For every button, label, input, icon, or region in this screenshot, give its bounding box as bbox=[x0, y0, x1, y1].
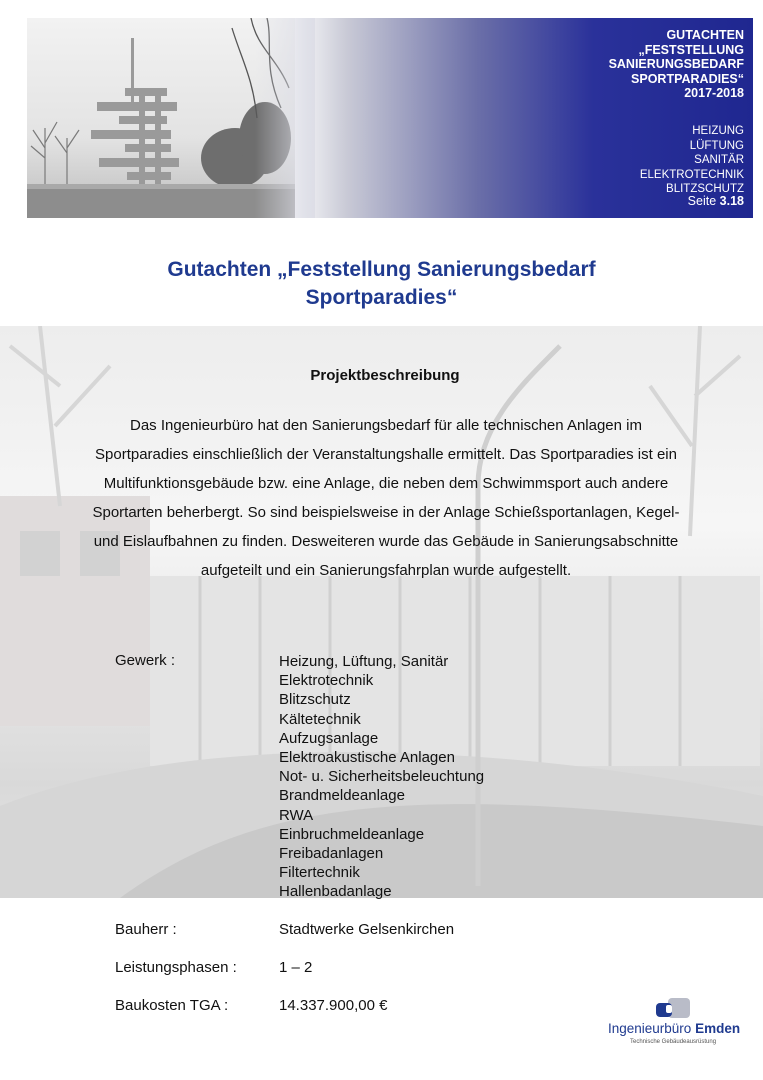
gewerk-list bbox=[279, 652, 484, 902]
project-description: Das Ingenieurbüro hat den Sanierungsbedarf für alle technischen Anlagen im Sportparadies einschließlich der Veranstaltungshalle ermittelt. Das Sportparadies ist ein Multifunktionsgebäude bzw. eine Anlage, die neben dem Schwimmsport auch andere Sportarten beherbergt. So sind beispielsweise in der Anlage Schießsportanlagen, Kegel- und Eislaufbahnen zu finden. Desweiteren wurde das Gebäude in Sanierungsabschnitte aufgeteilt und ein Sanierungsfahrplan wurde aufgestellt. bbox=[92, 417, 680, 579]
gewerk-item: Brandmeldeanlage bbox=[279, 787, 405, 805]
header-disciplines bbox=[640, 124, 744, 197]
header-title-line: „FESTSTELLUNG bbox=[638, 42, 744, 57]
gewerk-item: Elektroakustische Anlagen bbox=[279, 749, 455, 767]
header-title bbox=[609, 28, 744, 101]
header-title-line: GUTACHTEN bbox=[666, 28, 744, 42]
discipline-item: LÜFTUNG bbox=[689, 139, 744, 152]
discipline-item: SANITÄR bbox=[694, 154, 744, 166]
gewerk-item: Aufzugsanlage bbox=[279, 729, 379, 747]
gewerk-item: Not- u. Sicherheitsbeleuchtung bbox=[279, 768, 485, 786]
gewerk-item: Blitzschutz bbox=[279, 691, 351, 709]
gewerk-item: Filtertechnik bbox=[279, 864, 360, 882]
logo-name-bold: Emden bbox=[695, 1021, 741, 1036]
document-title-line: Sportparadies“ bbox=[305, 286, 458, 309]
logo-mark-icon bbox=[656, 998, 692, 1020]
leistungsphasen-value: 1 – 2 bbox=[279, 959, 313, 976]
page-indicator bbox=[688, 194, 744, 208]
page-number: 3.18 bbox=[719, 194, 744, 208]
gewerk-item: Einbruchmeldeanlage bbox=[279, 825, 425, 843]
gewerk-item: Kältetechnik bbox=[279, 710, 361, 728]
logo-name-regular: Ingenieurbüro bbox=[608, 1021, 692, 1036]
bauherr-value: Stadtwerke Gelsenkirchen bbox=[279, 921, 455, 938]
gewerk-item: Elektrotechnik bbox=[279, 672, 374, 690]
section-heading: Projektbeschreibung bbox=[310, 367, 460, 384]
header-title-line: SANIERUNGSBEDARF bbox=[608, 57, 744, 71]
header-banner bbox=[27, 18, 753, 218]
gewerk-item: RWA bbox=[279, 806, 314, 824]
gewerk-label: Gewerk : bbox=[115, 652, 176, 669]
baukosten-label: Baukosten TGA : bbox=[115, 997, 229, 1014]
company-logo bbox=[608, 998, 748, 1050]
document-title-line: Gutachten „Feststellung Sanierungsbedarf bbox=[167, 258, 596, 281]
gewerk-item: Hallenbadanlage bbox=[279, 883, 392, 901]
header-year: 2017-2018 bbox=[684, 86, 744, 100]
gewerk-item: Heizung, Lüftung, Sanitär bbox=[279, 653, 449, 670]
discipline-item: ELEKTROTECHNIK bbox=[639, 168, 744, 181]
gewerk-item: Freibadanlagen bbox=[279, 845, 384, 863]
header-title-line: SPORTPARADIES“ bbox=[631, 71, 744, 86]
bauherr-label: Bauherr : bbox=[115, 921, 177, 938]
discipline-item: BLITZSCHUTZ bbox=[666, 183, 744, 195]
baukosten-value: 14.337.900,00 € bbox=[279, 997, 388, 1014]
leistungsphasen-label: Leistungsphasen : bbox=[115, 959, 237, 976]
logo-name bbox=[608, 1021, 740, 1036]
discipline-item: HEIZUNG bbox=[692, 125, 744, 137]
document-title bbox=[0, 256, 763, 312]
logo-tagline: Technische Gebäudeausrüstung bbox=[630, 1039, 717, 1045]
page-label: Seite bbox=[687, 194, 717, 208]
header-photo-fade bbox=[255, 18, 315, 218]
